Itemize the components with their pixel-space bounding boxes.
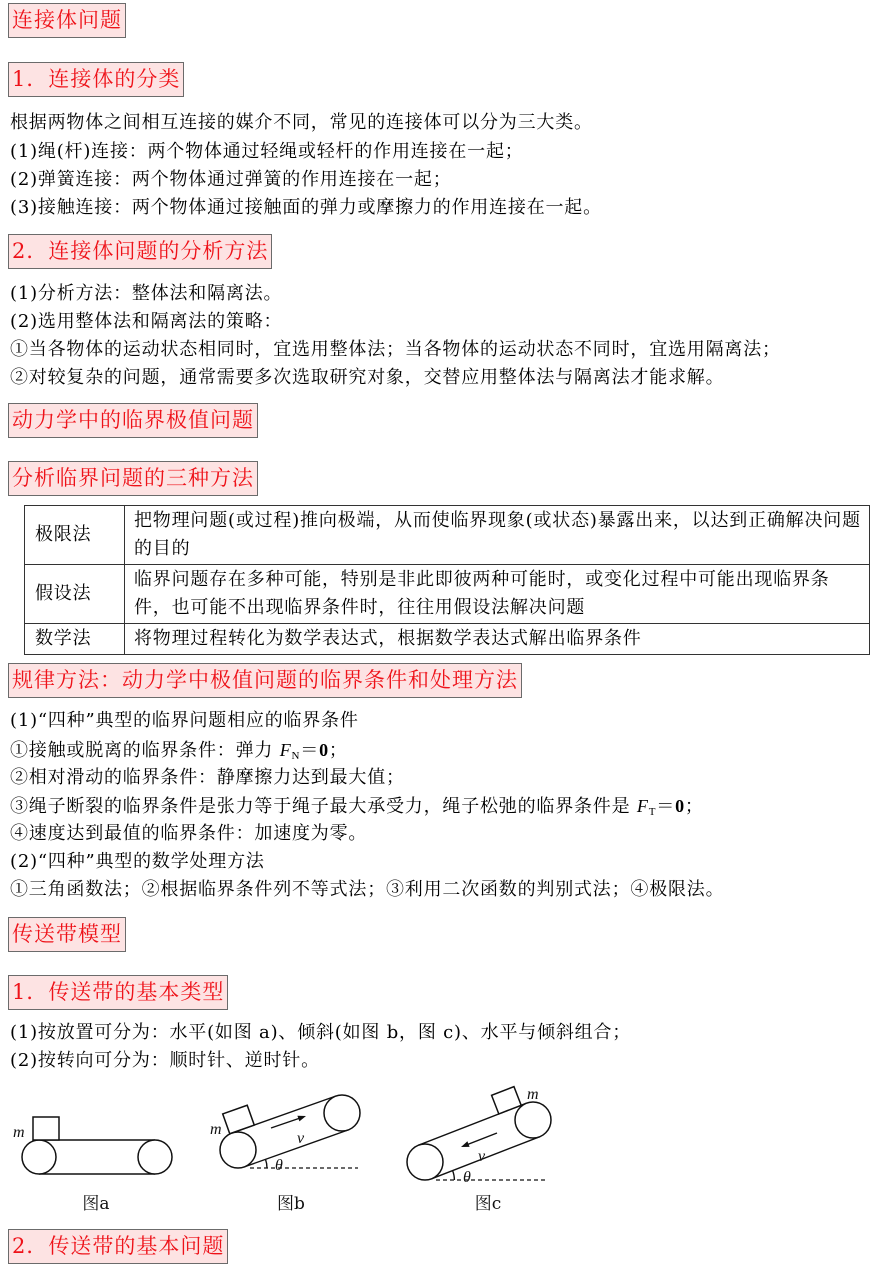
equals-sign: ＝ [300, 740, 320, 761]
paragraph-line: (1)绳(杆)连接：两个物体通过轻绳或轻杆的作用连接在一起； [10, 141, 524, 162]
line-end: ； [328, 740, 348, 761]
paragraph-line: ①当各物体的运动状态相同时，宜选用整体法；当各物体的运动状态不同时，宜选用隔离法； [10, 339, 781, 360]
conveyor-figures [0, 1080, 882, 1220]
figure-a-block [33, 1117, 59, 1140]
line-text: ③绳子断裂的临界条件是张力等于绳子最大承受力，绳子松弛的临界条件是 [10, 796, 637, 817]
figure-b-angle-label: θ [275, 1157, 283, 1174]
method-description: 把物理问题(或过程)推向极端，从而使临界现象(或状态)暴露出来，以达到正确解决问题的目的 [125, 506, 870, 565]
section-title-connector: 连接体问题 [8, 3, 126, 38]
figure-c-angle-label: θ [463, 1169, 471, 1186]
heading-conveyor-types: 1．传送带的基本类型 [8, 975, 228, 1010]
figure-c-belt-bottom [432, 1137, 540, 1179]
section-title-critical: 动力学中的临界极值问题 [8, 403, 258, 438]
figure-c-lower-pulley [407, 1144, 443, 1180]
figure-a [13, 1117, 172, 1214]
table-row [25, 506, 870, 565]
figure-c-angle-arc [453, 1171, 455, 1180]
paragraph-line: ②对较复杂的问题，通常需要多次选取研究对象，交替应用整体法与隔离法才能求解。 [10, 367, 725, 388]
figure-b-belt-bottom [244, 1130, 348, 1167]
force-symbol: F [636, 796, 649, 816]
method-name: 极限法 [25, 506, 125, 565]
figure-a-mass-label: m [13, 1124, 25, 1141]
method-name: 假设法 [25, 565, 125, 624]
force-symbol: F [279, 740, 292, 760]
figure-b [210, 1095, 360, 1214]
force-subscript: N [291, 750, 301, 762]
paragraph-line: (3)接触连接：两个物体通过接触面的弹力或摩擦力的作用连接在一起。 [10, 197, 602, 218]
force-subscript: T [648, 806, 657, 818]
method-name: 数学法 [25, 624, 125, 655]
figure-b-caption: 图b [277, 1194, 305, 1214]
methods-table [24, 505, 870, 655]
figure-b-velocity-arrow [271, 1117, 302, 1128]
figure-c-velocity-arrow [465, 1133, 497, 1146]
figure-a-right-pulley [138, 1140, 172, 1174]
paragraph-line: (2)“四种”典型的数学处理方法 [10, 851, 265, 872]
paragraph-line: (2)选用整体法和隔离法的策略： [10, 311, 283, 332]
paragraph-line: (1)分析方法：整体法和隔离法。 [10, 283, 283, 304]
figure-a-left-pulley [22, 1140, 56, 1174]
table-row [25, 565, 870, 624]
paragraph-line-formula [10, 737, 348, 763]
paragraph-line-formula [10, 793, 704, 819]
method-description: 临界问题存在多种可能，特别是非此即彼两种可能时，或变化过程中可能出现临界条件，也可能不出现临界条件时，往往用假设法解决问题 [125, 565, 870, 624]
line-text: ①接触或脱离的临界条件：弹力 [10, 740, 280, 761]
figure-b-lower-pulley [220, 1132, 256, 1168]
figure-a-caption: 图a [82, 1194, 110, 1214]
paragraph-line: 根据两物体之间相互连接的媒介不同，常见的连接体可以分为三大类。 [10, 112, 593, 133]
heading-rules: 规律方法：动力学中极值问题的临界条件和处理方法 [8, 663, 522, 698]
table-row [25, 624, 870, 655]
figure-c [407, 1086, 551, 1214]
paragraph-line: (2)按转向可分为：顺时针、逆时针。 [10, 1050, 320, 1071]
heading-classification: 1．连接体的分类 [8, 62, 184, 97]
figure-c-arrowhead [461, 1141, 470, 1147]
paragraph-line: ②相对滑动的临界条件：静摩擦力达到最大值； [10, 767, 405, 788]
figure-b-velocity-label: v [297, 1130, 305, 1147]
equals-sign: ＝ [656, 796, 676, 817]
figure-c-caption: 图c [474, 1194, 502, 1214]
paragraph-line: (2)弹簧连接：两个物体通过弹簧的作用连接在一起； [10, 169, 452, 190]
zero-value: 0 [319, 740, 329, 760]
figure-c-block [492, 1087, 522, 1114]
line-end: ； [684, 796, 704, 817]
zero-value: 0 [675, 796, 685, 816]
heading-conveyor-problems: 2．传送带的基本问题 [8, 1229, 228, 1264]
figure-b-arrowhead [297, 1116, 306, 1122]
heading-analysis-method: 2．连接体问题的分析方法 [8, 234, 272, 269]
figure-c-velocity-label: v [478, 1148, 486, 1165]
figure-b-angle-arc [266, 1159, 268, 1168]
section-title-conveyor: 传送带模型 [8, 917, 126, 952]
figure-b-block [223, 1105, 255, 1134]
figure-b-mass-label: m [210, 1121, 222, 1138]
paragraph-line: ①三角函数法；②根据临界条件列不等式法；③利用二次函数的判别式法；④极限法。 [10, 879, 725, 900]
paragraph-line: (1)按放置可分为：水平(如图 a)、倾斜(如图 b，图 c)、水平与倾斜组合； [10, 1022, 632, 1043]
heading-three-methods: 分析临界问题的三种方法 [8, 461, 258, 496]
figure-b-upper-pulley [324, 1095, 360, 1131]
method-description: 将物理过程转化为数学表达式，根据数学表达式解出临界条件 [125, 624, 870, 655]
figure-c-mass-label: m [527, 1086, 539, 1103]
paragraph-line: ④速度达到最值的临界条件：加速度为零。 [10, 823, 368, 844]
figure-c-upper-pulley [515, 1102, 551, 1138]
paragraph-line: (1)“四种”典型的临界问题相应的临界条件 [10, 710, 359, 731]
